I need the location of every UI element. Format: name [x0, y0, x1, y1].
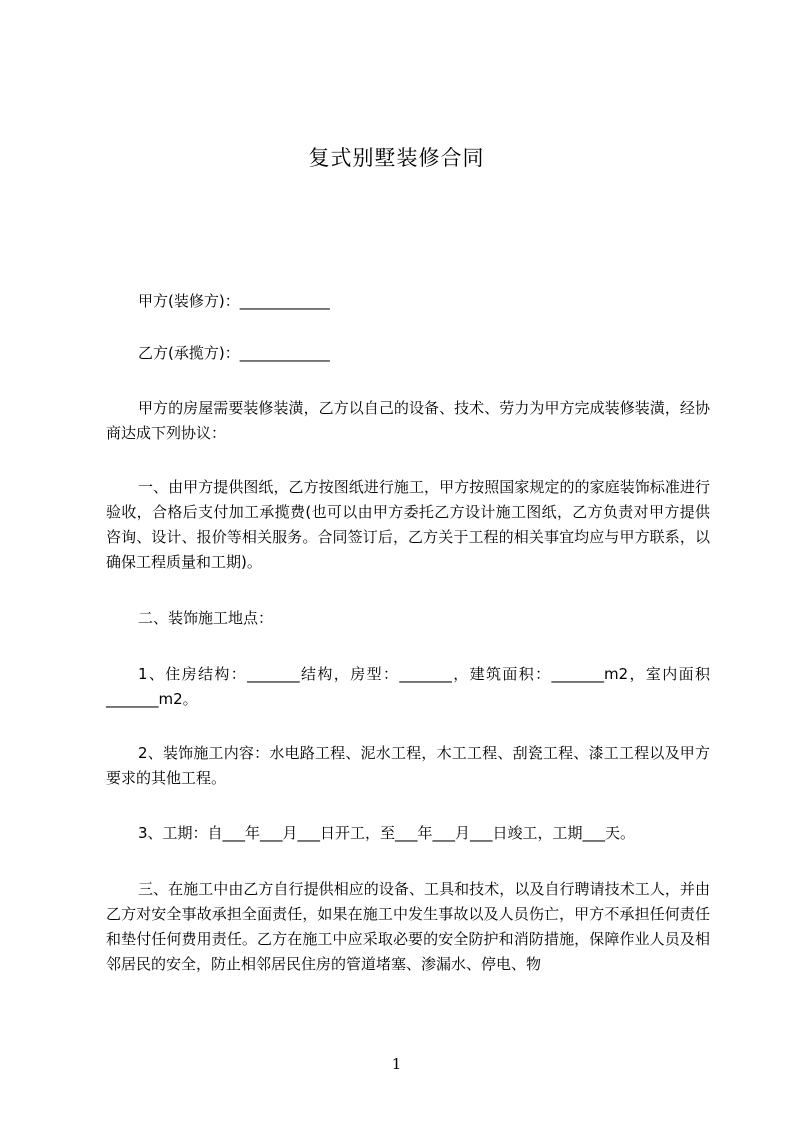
document-title: 复式别墅装修合同 — [308, 146, 485, 170]
page-number: 1 — [391, 1055, 402, 1073]
clause-1-paragraph: 一、由甲方提供图纸，乙方按图纸进行施工，甲方按照国家规定的的家庭装饰标准进行验收，合格后支付加工承揽费(也可以由甲方委托乙方设计施工图纸，乙方负责对甲方提供咨询、设计、报价等相关服务。合同签订后，乙方关于工程的相关事宜均应与甲方联系，以确保工程质量和工期)。 — [106, 478, 710, 571]
preamble-paragraph: 甲方的房屋需要装修装潢，乙方以自己的设备、技术、劳力为甲方完成装修装潢，经协商达成下列协议： — [106, 399, 710, 442]
party-b-line: 乙方(承揽方)：____________ — [138, 344, 330, 362]
clause-3-paragraph: 三、在施工中由乙方自行提供相应的设备、工具和技术，以及自行聘请技术工人，并由乙方对安全事故承担全面责任，如果在施工中发生事故以及人员伤亡，甲方不承担任何责任和垫付任何费用责任。乙方在施工中应采取必要的安全防护和消防措施，保障作业人员及相邻居民的安全，防止相邻居民住房的管道堵塞、渗漏水、停电、物 — [106, 880, 710, 973]
party-a-line: 甲方(装修方)：____________ — [138, 292, 330, 310]
construction-content-item: 2、装饰施工内容：水电路工程、泥水工程，木工工程、刮瓷工程、漆工工程以及甲方要求的其他工程。 — [106, 744, 710, 787]
clause-2-heading: 二、装饰施工地点： — [138, 609, 274, 627]
housing-structure-item: 1、住房结构：_______结构，房型：_______，建筑面积：_______m2，室内面积_______m2。 — [106, 665, 710, 708]
construction-period-item: 3、工期：自___年___月___日开工，至___年___月___日竣工，工期___天。 — [138, 824, 636, 842]
